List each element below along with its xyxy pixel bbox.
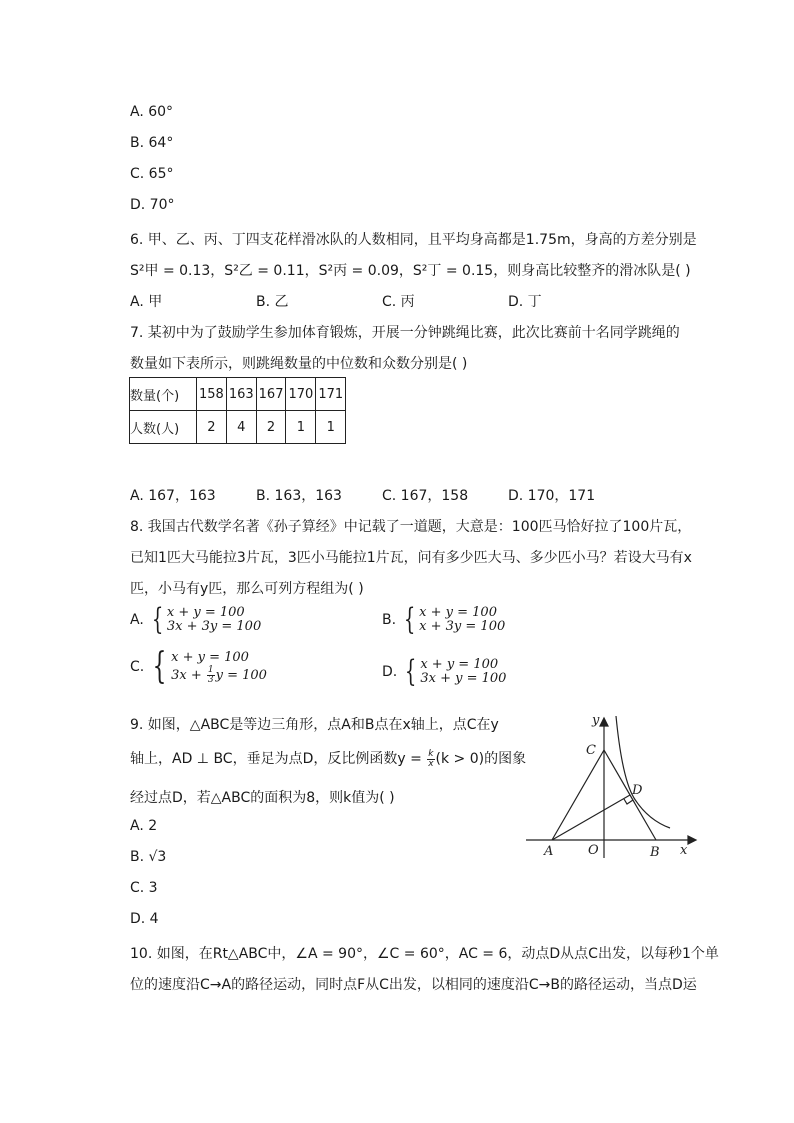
q8-line2: 已知1匹大马能拉3片瓦，3匹小马能拉1片瓦，问有多少匹大马、多少匹小马？若设大马有x <box>130 550 692 566</box>
table-row <box>130 378 346 411</box>
label-y: y <box>592 713 600 728</box>
option-label: C. <box>130 659 145 675</box>
equation: x + 3y = 100 <box>419 619 506 634</box>
q8-option-b: B. { x + y = 100 x + 3y = 100 <box>382 602 506 637</box>
q6-line1: 6. 甲、乙、丙、丁四支花样滑冰队的人数相同，且平均身高都是1.75m，身高的方差分别是 <box>130 232 697 248</box>
table-cell: 158 <box>197 378 227 411</box>
table-cell: 167 <box>256 378 286 411</box>
equation: x + y = 100 <box>166 605 245 620</box>
equation: x + y = 100 <box>420 657 499 672</box>
label-x: x <box>680 843 688 858</box>
q6-option-a: A. 甲 <box>130 294 163 310</box>
q8-line1: 8. 我国古代数学名著《孙子算经》中记载了一道题，大意是：100匹马恰好拉了100片瓦， <box>130 519 692 535</box>
q7-option-b: B. 163，163 <box>256 488 342 504</box>
label-o: O <box>588 843 599 858</box>
option-label: D. <box>382 664 398 680</box>
option-label: A. <box>130 612 144 628</box>
jump-rope-table <box>129 377 346 444</box>
equation: 3x + $\frac{1}{3}$ y = 100 <box>171 664 267 685</box>
fraction: $\frac{1}{3}$ <box>207 664 214 685</box>
q8-option-d: D. { x + y = 100 3x + y = 100 <box>382 654 507 689</box>
option-c: C. 65° <box>130 166 174 182</box>
q9-option-c: C. 3 <box>130 880 158 896</box>
q9-line2: 轴上，AD ⊥ BC，垂足为点D，反比例函数y = $\frac{k}{x}$ (k > 0)的图象 <box>130 748 527 769</box>
side-ac <box>552 750 604 840</box>
x-axis-arrow <box>688 836 696 844</box>
table-cell: 171 <box>316 378 346 411</box>
q9-line3: 经过点D，若△ABC的面积为8，则k值为( ) <box>130 790 395 806</box>
equation: x + y = 100 <box>419 605 497 620</box>
table-cell: 1 <box>316 411 346 444</box>
option-b: B. 64° <box>130 135 174 151</box>
option-a: A. 60° <box>130 104 174 120</box>
q8-option-c: C. { x + y = 100 3x + $\frac{1}{3}$ y = 100 <box>130 646 267 687</box>
table-cell: 2 <box>256 411 286 444</box>
q9-option-d: D. 4 <box>130 911 159 927</box>
q7-line1: 7. 某初中为了鼓励学生参加体育锻炼，开展一分钟跳绳比赛，此次比赛前十名同学跳绳的 <box>130 325 680 341</box>
table-header-people: 人数(人) <box>130 411 197 444</box>
q6-option-b: B. 乙 <box>256 294 289 310</box>
fraction: $\frac{k}{x}$ <box>428 748 434 769</box>
table-cell: 1 <box>286 411 316 444</box>
table-row <box>130 411 346 444</box>
q6-option-c: C. 丙 <box>382 294 415 310</box>
table-header-count: 数量(个) <box>130 378 197 411</box>
equation: x + y = 100 <box>171 649 249 665</box>
label-d: D <box>632 783 643 798</box>
right-angle-mark <box>624 799 633 804</box>
label-c: C <box>586 743 596 758</box>
triangle-figure <box>520 708 700 863</box>
q8-line3: 匹，小马有y匹，那么可列方程组为( ) <box>130 581 364 597</box>
q6-line2: S²甲 = 0.13，S²乙 = 0.11，S²丙 = 0.09，S²丁 = 0.15，则身高比较整齐的滑冰队是( ) <box>130 263 691 279</box>
table-cell: 2 <box>197 411 227 444</box>
q7-option-a: A. 167，163 <box>130 488 216 504</box>
q8-option-a: A. { x + y = 100 3x + 3y = 100 <box>130 602 262 637</box>
equation: 3x + 3y = 100 <box>166 619 262 634</box>
hyperbola-curve <box>616 716 670 828</box>
q9-option-b: B. √3 <box>130 849 167 865</box>
option-d: D. 70° <box>130 197 175 213</box>
y-axis-arrow <box>600 718 608 726</box>
q6-option-d: D. 丁 <box>508 294 542 310</box>
q10-line1: 10. 如图，在Rt△ABC中，∠A = 90°，∠C = 60°，AC = 6，动点D从点C出发，以每秒1个单 <box>130 946 719 962</box>
table-cell: 4 <box>226 411 256 444</box>
option-label: B. <box>382 612 397 628</box>
q10-line2: 位的速度沿C→A的路径运动，同时点F从C出发，以相同的速度沿C→B的路径运动，当点D运 <box>130 977 697 993</box>
q7-option-c: C. 167，158 <box>382 488 469 504</box>
label-b: B <box>650 845 660 860</box>
q7-line2: 数量如下表所示，则跳绳数量的中位数和众数分别是( ) <box>130 356 468 372</box>
segment-ad <box>552 795 630 840</box>
q9-option-a: A. 2 <box>130 818 158 834</box>
q9-line1: 9. 如图，△ABC是等边三角形，点A和B点在x轴上，点C在y <box>130 717 499 733</box>
table-cell: 170 <box>286 378 316 411</box>
equation: 3x + y = 100 <box>420 671 507 686</box>
table-cell: 163 <box>226 378 256 411</box>
q7-option-d: D. 170，171 <box>508 488 596 504</box>
label-a: A <box>544 844 554 859</box>
